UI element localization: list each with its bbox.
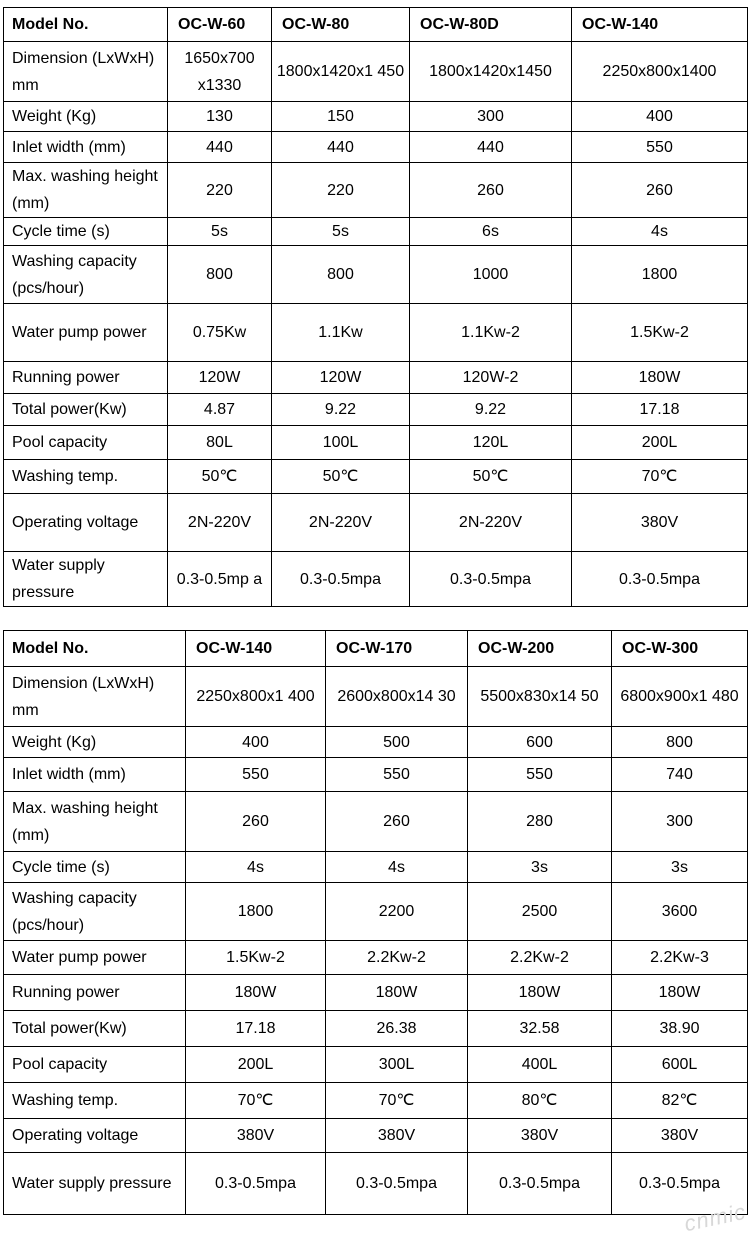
- value-cell: 380V: [186, 1119, 326, 1153]
- value-cell: 1800: [186, 883, 326, 941]
- value-cell: 400L: [468, 1047, 612, 1083]
- value-cell: 220: [168, 163, 272, 218]
- value-cell: 0.75Kw: [168, 304, 272, 362]
- table-row-total-power-kw: [4, 1011, 748, 1047]
- model-header-cell: OC-W-140: [572, 8, 748, 42]
- value-cell: 4s: [186, 852, 326, 883]
- value-cell: 6800x900x1 480: [612, 667, 748, 727]
- value-cell: 2250x800x1 400: [186, 667, 326, 727]
- value-cell: 6s: [410, 218, 572, 246]
- table-row-water-supply-pressure: [4, 1153, 748, 1215]
- table-row-operating-voltage: [4, 1119, 748, 1153]
- value-cell: 80℃: [468, 1083, 612, 1119]
- value-cell: 17.18: [572, 394, 748, 426]
- row-label-cell: Max. washing height (mm): [4, 792, 186, 852]
- value-cell: 550: [186, 758, 326, 792]
- table-row-dimension-lxwxh-mm: [4, 42, 748, 102]
- row-label-cell: Water pump power: [4, 304, 168, 362]
- spec-table-2: [3, 630, 748, 1215]
- value-cell: 500: [326, 727, 468, 758]
- row-label-cell: Running power: [4, 362, 168, 394]
- value-cell: 1.1Kw-2: [410, 304, 572, 362]
- value-cell: 380V: [326, 1119, 468, 1153]
- value-cell: 17.18: [186, 1011, 326, 1047]
- row-label-cell: Max. washing height (mm): [4, 163, 168, 218]
- row-label-cell: Cycle time (s): [4, 852, 186, 883]
- value-cell: 300: [612, 792, 748, 852]
- row-label-cell: Cycle time (s): [4, 218, 168, 246]
- value-cell: 260: [410, 163, 572, 218]
- value-cell: 26.38: [326, 1011, 468, 1047]
- table-row-running-power: [4, 362, 748, 394]
- value-cell: 2600x800x14 30: [326, 667, 468, 727]
- value-cell: 0.3-0.5mpa: [326, 1153, 468, 1215]
- table-row-running-power: [4, 975, 748, 1011]
- row-label-cell: Washing temp.: [4, 460, 168, 494]
- value-cell: 120L: [410, 426, 572, 460]
- value-cell: 180W: [186, 975, 326, 1011]
- table-row-water-supply-pressure: [4, 552, 748, 607]
- value-cell: 400: [186, 727, 326, 758]
- table-row-total-power-kw: [4, 394, 748, 426]
- value-cell: 120W: [168, 362, 272, 394]
- value-cell: 180W: [572, 362, 748, 394]
- value-cell: 1800x1420x1 450: [272, 42, 410, 102]
- value-cell: 440: [168, 132, 272, 163]
- value-cell: 380V: [572, 494, 748, 552]
- row-label-cell: Operating voltage: [4, 494, 168, 552]
- row-label-cell: Pool capacity: [4, 1047, 186, 1083]
- row-label-cell: Water pump power: [4, 941, 186, 975]
- value-cell: 2200: [326, 883, 468, 941]
- value-cell: 2.2Kw-2: [468, 941, 612, 975]
- spec-table-1: [3, 7, 748, 607]
- value-cell: 2N-220V: [410, 494, 572, 552]
- value-cell: 0.3-0.5mpa: [410, 552, 572, 607]
- row-label-cell: Water supply pressure: [4, 1153, 186, 1215]
- table-row-inlet-width-mm: [4, 132, 748, 163]
- table-row-weight-kg: [4, 727, 748, 758]
- row-label-cell: Dimension (LxWxH) mm: [4, 667, 186, 727]
- value-cell: 600L: [612, 1047, 748, 1083]
- value-cell: 120W: [272, 362, 410, 394]
- row-label-cell: Total power(Kw): [4, 1011, 186, 1047]
- value-cell: 2N-220V: [168, 494, 272, 552]
- model-header-cell: OC-W-170: [326, 631, 468, 667]
- model-header-cell: OC-W-80: [272, 8, 410, 42]
- value-cell: 3s: [612, 852, 748, 883]
- value-cell: 70℃: [186, 1083, 326, 1119]
- row-label-cell: Weight (Kg): [4, 727, 186, 758]
- header-row: [4, 631, 748, 667]
- value-cell: 5500x830x14 50: [468, 667, 612, 727]
- header-label-cell: Model No.: [4, 8, 168, 42]
- value-cell: 0.3-0.5mpa: [186, 1153, 326, 1215]
- table-row-cycle-time-s: [4, 852, 748, 883]
- value-cell: 440: [272, 132, 410, 163]
- table-row-water-pump-power: [4, 304, 748, 362]
- value-cell: 130: [168, 102, 272, 132]
- value-cell: 800: [168, 246, 272, 304]
- row-label-cell: Inlet width (mm): [4, 132, 168, 163]
- value-cell: 100L: [272, 426, 410, 460]
- value-cell: 0.3-0.5mpa: [612, 1153, 748, 1215]
- table-row-washing-temp: [4, 1083, 748, 1119]
- table-row-water-pump-power: [4, 941, 748, 975]
- value-cell: 5s: [168, 218, 272, 246]
- value-cell: 32.58: [468, 1011, 612, 1047]
- value-cell: 180W: [612, 975, 748, 1011]
- value-cell: 1800: [572, 246, 748, 304]
- model-header-cell: OC-W-140: [186, 631, 326, 667]
- row-label-cell: Water supply pressure: [4, 552, 168, 607]
- table-row-pool-capacity: [4, 1047, 748, 1083]
- value-cell: 2.2Kw-3: [612, 941, 748, 975]
- model-header-cell: OC-W-200: [468, 631, 612, 667]
- value-cell: 550: [572, 132, 748, 163]
- value-cell: 50℃: [272, 460, 410, 494]
- value-cell: 1000: [410, 246, 572, 304]
- value-cell: 9.22: [272, 394, 410, 426]
- model-header-cell: OC-W-300: [612, 631, 748, 667]
- value-cell: 0.3-0.5mpa: [272, 552, 410, 607]
- header-label-cell: Model No.: [4, 631, 186, 667]
- value-cell: 1800x1420x1450: [410, 42, 572, 102]
- value-cell: 50℃: [410, 460, 572, 494]
- header-row: [4, 8, 748, 42]
- value-cell: 220: [272, 163, 410, 218]
- value-cell: 70℃: [572, 460, 748, 494]
- value-cell: 0.3-0.5mpa: [572, 552, 748, 607]
- value-cell: 200L: [186, 1047, 326, 1083]
- value-cell: 82℃: [612, 1083, 748, 1119]
- value-cell: 550: [468, 758, 612, 792]
- table-row-washing-capacity-pcs-hour: [4, 246, 748, 304]
- value-cell: 2500: [468, 883, 612, 941]
- value-cell: 4.87: [168, 394, 272, 426]
- value-cell: 5s: [272, 218, 410, 246]
- value-cell: 3s: [468, 852, 612, 883]
- value-cell: 440: [410, 132, 572, 163]
- value-cell: 600: [468, 727, 612, 758]
- value-cell: 4s: [326, 852, 468, 883]
- row-label-cell: Washing capacity (pcs/hour): [4, 883, 186, 941]
- value-cell: 150: [272, 102, 410, 132]
- table-row-operating-voltage: [4, 494, 748, 552]
- value-cell: 9.22: [410, 394, 572, 426]
- row-label-cell: Washing temp.: [4, 1083, 186, 1119]
- value-cell: 50℃: [168, 460, 272, 494]
- value-cell: 38.90: [612, 1011, 748, 1047]
- table-row-weight-kg: [4, 102, 748, 132]
- table-row-inlet-width-mm: [4, 758, 748, 792]
- row-label-cell: Dimension (LxWxH) mm: [4, 42, 168, 102]
- value-cell: 300: [410, 102, 572, 132]
- value-cell: 800: [272, 246, 410, 304]
- row-label-cell: Total power(Kw): [4, 394, 168, 426]
- row-label-cell: Washing capacity (pcs/hour): [4, 246, 168, 304]
- table-row-cycle-time-s: [4, 218, 748, 246]
- value-cell: 800: [612, 727, 748, 758]
- value-cell: 4s: [572, 218, 748, 246]
- row-label-cell: Weight (Kg): [4, 102, 168, 132]
- value-cell: 400: [572, 102, 748, 132]
- value-cell: 1.1Kw: [272, 304, 410, 362]
- value-cell: 260: [186, 792, 326, 852]
- watermark-logo: cnmic: [681, 1198, 748, 1237]
- model-header-cell: OC-W-80D: [410, 8, 572, 42]
- value-cell: 380V: [468, 1119, 612, 1153]
- table-row-dimension-lxwxh-mm: [4, 667, 748, 727]
- value-cell: 2.2Kw-2: [326, 941, 468, 975]
- value-cell: 0.3-0.5mpa: [468, 1153, 612, 1215]
- row-label-cell: Running power: [4, 975, 186, 1011]
- value-cell: 550: [326, 758, 468, 792]
- value-cell: 280: [468, 792, 612, 852]
- value-cell: 740: [612, 758, 748, 792]
- value-cell: 200L: [572, 426, 748, 460]
- value-cell: 260: [572, 163, 748, 218]
- table-row-max-washing-height-mm: [4, 163, 748, 218]
- value-cell: 260: [326, 792, 468, 852]
- row-label-cell: Inlet width (mm): [4, 758, 186, 792]
- value-cell: 180W: [326, 975, 468, 1011]
- value-cell: 80L: [168, 426, 272, 460]
- value-cell: 180W: [468, 975, 612, 1011]
- table-row-max-washing-height-mm: [4, 792, 748, 852]
- row-label-cell: Operating voltage: [4, 1119, 186, 1153]
- value-cell: 300L: [326, 1047, 468, 1083]
- value-cell: 2N-220V: [272, 494, 410, 552]
- value-cell: 2250x800x1400: [572, 42, 748, 102]
- table-row-washing-capacity-pcs-hour: [4, 883, 748, 941]
- value-cell: 1650x700 x1330: [168, 42, 272, 102]
- model-header-cell: OC-W-60: [168, 8, 272, 42]
- table-row-pool-capacity: [4, 426, 748, 460]
- row-label-cell: Pool capacity: [4, 426, 168, 460]
- value-cell: 120W-2: [410, 362, 572, 394]
- table-row-washing-temp: [4, 460, 748, 494]
- value-cell: 1.5Kw-2: [572, 304, 748, 362]
- value-cell: 0.3-0.5mp a: [168, 552, 272, 607]
- value-cell: 380V: [612, 1119, 748, 1153]
- value-cell: 1.5Kw-2: [186, 941, 326, 975]
- value-cell: 3600: [612, 883, 748, 941]
- value-cell: 70℃: [326, 1083, 468, 1119]
